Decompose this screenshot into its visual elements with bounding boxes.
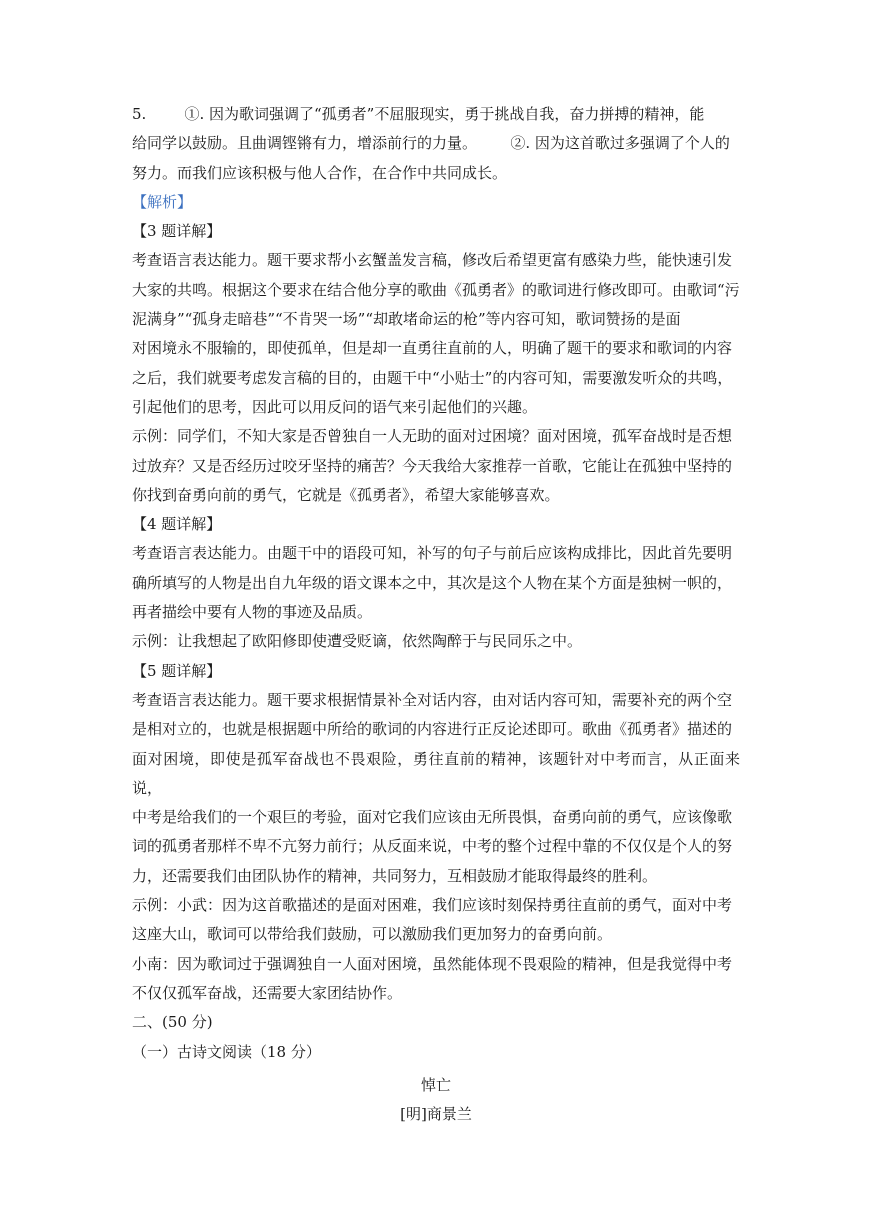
- subsection-heading: （一）古诗文阅读（18 分）: [132, 1042, 321, 1061]
- q5-example-line: 这座大山，歌词可以带给我们鼓励，可以激励我们更加努力的奋勇向前。: [132, 925, 613, 944]
- q3-example-line: 过放弃？又是否经历过咬牙坚持的痛苦？今天我给大家推荐一首歌，它能让在孤独中坚持的: [132, 456, 733, 475]
- analysis-label: 【解析】: [132, 192, 193, 211]
- q5-line: 词的孤勇者那样不卑不亢努力前行；从反面来说，中考的整个过程中靠的不仅仅是个人的努: [132, 837, 733, 856]
- q5-heading: 【5 题详解】: [132, 661, 222, 680]
- answer-5-line-2: 给同学以鼓励。且曲调铿锵有力，增添前行的力量。 ②. 因为这首歌过多强调了个人的: [132, 134, 730, 153]
- answer-5-line-1: 5. ①. 因为歌词强调了“孤勇者”不屈服现实，勇于挑战自我，奋力拼搏的精神，能: [132, 105, 705, 123]
- q5-example-line: 小南：因为歌词过于强调独自一人面对困境，虽然能体现不畏艰险的精神，但是我觉得中考: [132, 954, 733, 973]
- q3-line: 考查语言表达能力。题干要求帮小玄蟹盖发言稿，修改后希望更富有感染力些，能快速引发: [132, 251, 733, 270]
- q5-line: 考查语言表达能力。题干要求根据情景补全对话内容，由对话内容可知，需要补充的两个空: [132, 690, 733, 709]
- q5-example-line: 不仅仅孤军奋战，还需要大家团结协作。: [132, 983, 403, 1002]
- section-heading: 二、(50 分): [132, 1013, 213, 1032]
- q3-line: 泥满身”“孤身走暗巷”“不肯哭一场”“却敢堵命运的枪”等内容可知，歌词赞扬的是面: [132, 310, 681, 329]
- q3-example-line: 你找到奋勇向前的勇气，它就是《孤勇者》，希望大家能够喜欢。: [132, 485, 560, 504]
- q4-line: 考查语言表达能力。由题干中的语段可知，补写的句子与前后应该构成排比，因此首先要明: [132, 544, 733, 563]
- q4-heading: 【4 题详解】: [132, 515, 222, 534]
- q3-heading: 【3 题详解】: [132, 222, 222, 241]
- q4-line: 再者描绘中要有人物的事迹及品质。: [132, 603, 373, 622]
- q3-line: 之后，我们就要考虑发言稿的目的，由题干中“小贴士”的内容可知，需要激发听众的共鸣，: [132, 368, 733, 387]
- q3-line: 大家的共鸣。根据这个要求在结合他分享的歌曲《孤勇者》的歌词进行修改即可。由歌词“污: [132, 280, 740, 299]
- q4-line: 确所填写的人物是出自九年级的语文课本之中，其次是这个人物在某个方面是独树一帜的，: [132, 573, 733, 592]
- q5-line: 中考是给我们的一个艰巨的考验，面对它我们应该由无所畏惧，奋勇向前的勇气，应该像歌: [132, 808, 733, 827]
- q3-example-line: 示例：同学们，不知大家是否曾独自一人无助的面对过困境？面对困境，孤军奋战时是否想: [132, 427, 733, 446]
- q3-line: 对困境永不服输的，即使孤单，但是却一直勇往直前的人，明确了题干的要求和歌词的内容: [132, 339, 733, 358]
- q3-line: 引起他们的思考，因此可以用反问的语气来引起他们的兴趣。: [132, 397, 538, 416]
- q5-line: 力，还需要我们由团队协作的精神，共同努力，互相鼓励才能取得最终的胜利。: [132, 866, 658, 885]
- q5-line: 是相对立的，也就是根据题中所给的歌词的内容进行正反论述即可。歌曲《孤勇者》描述的: [132, 720, 733, 739]
- poem-author: [明]商景兰: [400, 1105, 472, 1124]
- q5-line: 面对困境，即使是孤军奋战也不畏艰险，勇往直前的精神，该题针对中考而言，从正面来说，: [132, 749, 740, 797]
- q5-example-line: 示例：小武：因为这首歌描述的是面对困难，我们应该时刻保持勇往直前的勇气，面对中考: [132, 896, 733, 915]
- document-page: [132, 100, 740, 1129]
- answer-5-line-3: 努力。而我们应该积极与他人合作，在合作中共同成长。: [132, 163, 508, 182]
- poem-title: 悼亡: [420, 1075, 451, 1094]
- q4-example-line: 示例：让我想起了欧阳修即使遭受贬谪，依然陶醉于与民同乐之中。: [132, 632, 583, 651]
